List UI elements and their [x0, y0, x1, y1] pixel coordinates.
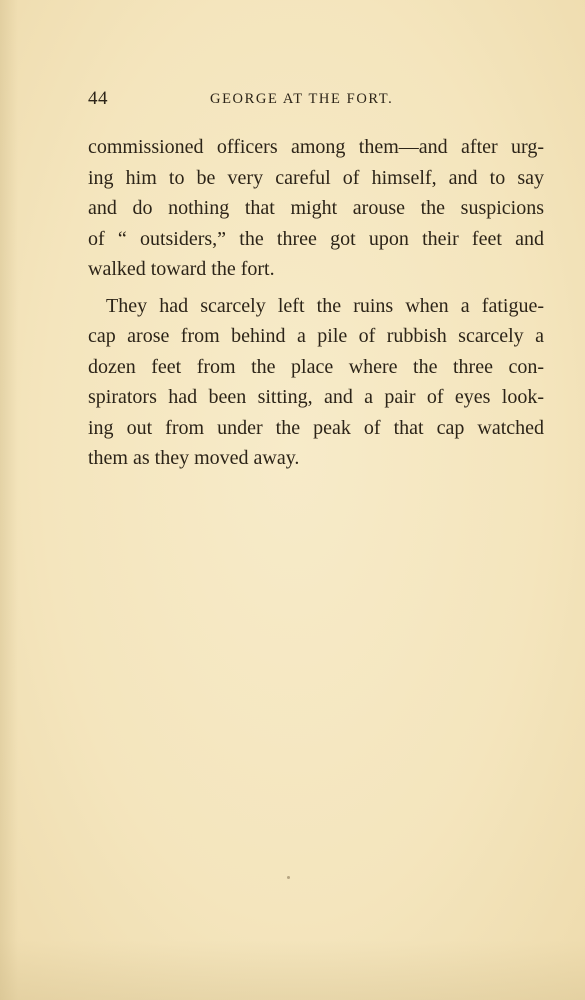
paragraph-1: [88, 132, 544, 285]
text-line: ing him to be very careful of himself, and to say: [88, 166, 544, 189]
text-line: dozen feet from the place where the three con-: [88, 355, 544, 378]
text-line: ing out from under the peak of that cap watched: [88, 416, 544, 439]
text-line: cap arose from behind a pile of rubbish scarcely a: [88, 325, 544, 347]
body-text: [88, 132, 544, 474]
page-bottom-shadow: [0, 940, 585, 1000]
running-head: GEORGE AT THE FORT.: [210, 91, 394, 107]
text-line: walked toward the fort.: [88, 258, 275, 280]
text-line: They had scarcely left the ruins when a fatigue-: [106, 294, 544, 317]
page-number: 44: [88, 88, 108, 109]
text-line: commissioned officers among them—and after urg-: [88, 136, 544, 158]
paper-speck: [287, 876, 290, 879]
text-line: of “ outsiders,” the three got upon their feet and: [88, 227, 544, 250]
paragraph-2: [88, 291, 544, 474]
text-line: them as they moved away.: [88, 447, 300, 469]
page-edge-shadow: [0, 0, 18, 1000]
text-line: and do nothing that might arouse the suspicions: [88, 197, 544, 219]
text-line: spirators had been sitting, and a pair of eyes look-: [88, 386, 544, 408]
page-header: [88, 88, 544, 114]
